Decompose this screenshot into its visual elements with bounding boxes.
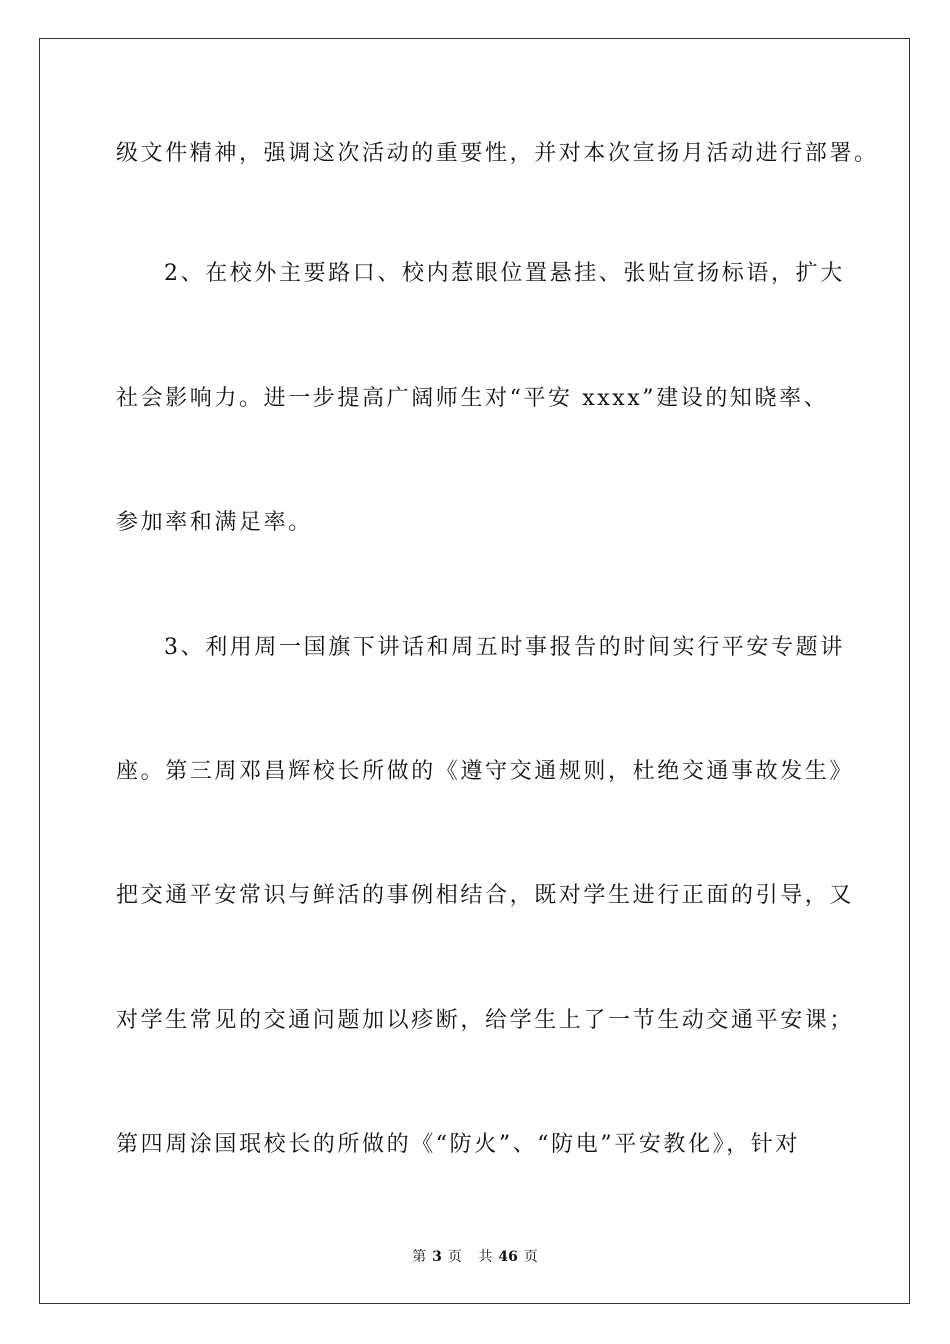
body-line-8: 对学生常见的交通问题加以疹断，给学生上了一节生动交通平安课； — [116, 1008, 855, 1033]
total-prefix: 共 — [478, 1249, 493, 1265]
page-border — [39, 38, 910, 1304]
total-pages: 46 — [498, 1249, 518, 1265]
total-pages-indicator — [475, 1249, 540, 1265]
body-line-7: 把交通平安常识与鲜活的事例相结合，既对学生进行正面的引导，又 — [116, 883, 855, 908]
body-line-6: 座。第三周邓昌辉校长所做的《遵守交通规则，杜绝交通事故发生》 — [116, 759, 855, 784]
page-footer — [0, 1247, 950, 1267]
body-line-5: 3、利用周一国旗下讲话和周五时事报告的时间实行平安专题讲 — [164, 635, 845, 660]
total-suffix: 页 — [523, 1249, 538, 1265]
page-prefix: 第 — [412, 1249, 427, 1265]
body-line-9: 第四周涂国珉校长的所做的《“防火”、“防电”平安教化》，针对 — [116, 1132, 800, 1157]
body-line-1: 级文件精神，强调这次活动的重要性，并对本次宣扬月活动进行部署。 — [116, 141, 879, 166]
body-line-2: 2、在校外主要路口、校内惹眼位置悬挂、张贴宣扬标语，扩大 — [164, 261, 845, 286]
page-suffix: 页 — [447, 1249, 462, 1265]
page-indicator — [409, 1249, 465, 1265]
body-line-3: 社会影响力。进一步提高广阔师生对“平安 xxxx”建设的知晓率、 — [116, 386, 829, 411]
body-line-4: 参加率和满足率。 — [116, 510, 313, 535]
page-number: 3 — [432, 1249, 442, 1265]
